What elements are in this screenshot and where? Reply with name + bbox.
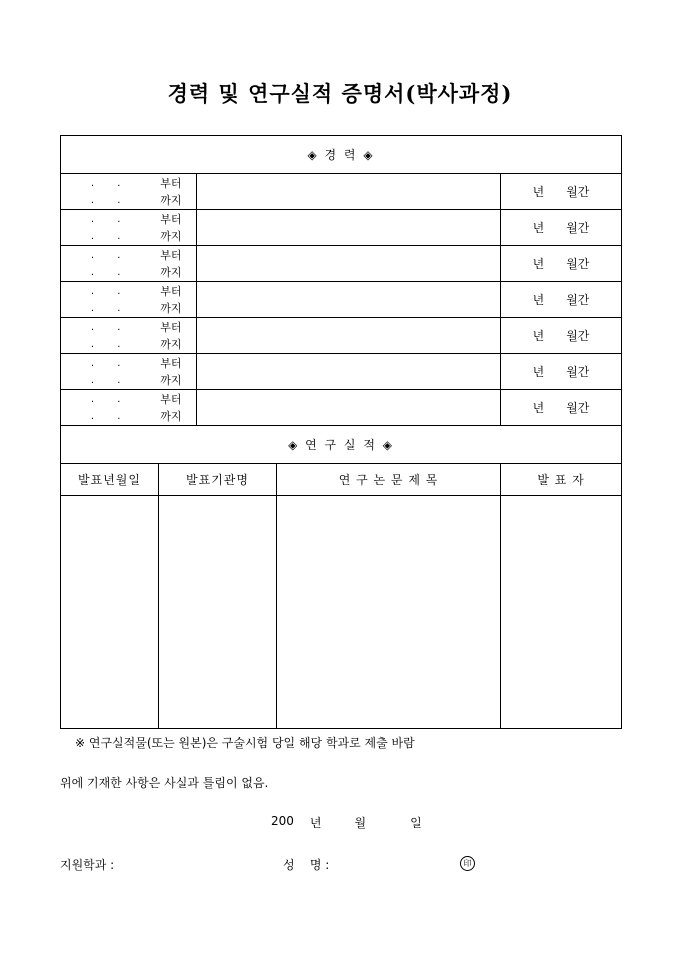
name-label: 성 명 : [283,858,330,872]
from-label: 부터 [160,285,182,298]
paper-title-field[interactable] [277,496,501,729]
duration-month-label: 월간 [566,185,590,199]
career-duration[interactable] [501,354,622,390]
career-description-field[interactable] [197,354,501,390]
career-description-field[interactable] [197,390,501,426]
career-description-field[interactable] [197,174,501,210]
from-label: 부터 [160,393,182,406]
career-description-field[interactable] [197,318,501,354]
to-date[interactable]: . . [90,374,131,386]
to-date[interactable]: . . [90,194,131,206]
from-label: 부터 [160,177,182,190]
duration-year-label: 년 [532,401,545,415]
from-date[interactable]: . . [90,357,131,369]
duration-year-label: 년 [532,257,545,271]
from-label: 부터 [160,213,182,226]
duration-month-label: 월간 [566,401,590,415]
date-day-label: 일 [410,816,422,830]
seal-mark: 印 [460,856,475,871]
col-paper-title: 연 구 논 문 제 목 [277,464,501,496]
from-label: 부터 [160,357,182,370]
duration-year-label: 년 [532,221,545,235]
career-duration[interactable] [501,390,622,426]
career-duration[interactable] [501,282,622,318]
duration-year-label: 년 [532,185,545,199]
career-description-field[interactable] [197,246,501,282]
career-rows [61,174,622,426]
career-period[interactable] [61,390,197,426]
career-period[interactable] [61,282,197,318]
to-label: 까지 [160,266,182,279]
career-period[interactable] [61,354,197,390]
career-period[interactable] [61,174,197,210]
career-duration[interactable] [501,318,622,354]
to-date[interactable]: . . [90,266,131,278]
submission-note: ※ 연구실적물(또는 원본)은 구술시험 당일 해당 학과로 제출 바람 [75,736,415,750]
to-date[interactable]: . . [90,410,131,422]
document-title: 경력 및 연구실적 증명서(박사과정) [167,81,513,106]
to-label: 까지 [160,410,182,423]
from-date[interactable]: . . [90,213,131,225]
col-publisher: 발표기관명 [159,464,277,496]
to-label: 까지 [160,374,182,387]
from-date[interactable]: . . [90,285,131,297]
publisher-field[interactable] [159,496,277,729]
from-date[interactable]: . . [90,177,131,189]
career-duration[interactable] [501,174,622,210]
to-date[interactable]: . . [90,338,131,350]
duration-month-label: 월간 [566,365,590,379]
career-period[interactable] [61,210,197,246]
duration-month-label: 월간 [566,329,590,343]
duration-month-label: 월간 [566,257,590,271]
career-period[interactable] [61,246,197,282]
duration-month-label: 월간 [566,221,590,235]
to-label: 까지 [160,230,182,243]
from-label: 부터 [160,321,182,334]
duration-year-label: 년 [532,293,545,307]
publish-date-field[interactable] [61,496,159,729]
from-date[interactable]: . . [90,393,131,405]
truth-statement: 위에 기재한 사항은 사실과 틀림이 없음. [60,776,269,790]
to-label: 까지 [160,338,182,351]
date-year: 200 [271,814,294,828]
author-field[interactable] [501,496,622,729]
to-label: 까지 [160,302,182,315]
col-author: 발 표 자 [501,464,622,496]
duration-year-label: 년 [532,329,545,343]
career-description-field[interactable] [197,282,501,318]
career-research-table [60,135,622,729]
date-month-label: 월 [354,816,367,830]
career-section-header: ◈ 경 력 ◈ [61,136,622,174]
research-section-header: ◈ 연 구 실 적 ◈ [61,426,622,464]
career-duration[interactable] [501,246,622,282]
career-duration[interactable] [501,210,622,246]
duration-year-label: 년 [532,365,545,379]
to-date[interactable]: . . [90,302,131,314]
career-period[interactable] [61,318,197,354]
to-label: 까지 [160,194,182,207]
col-publish-date: 발표년월일 [61,464,159,496]
to-date[interactable]: . . [90,230,131,242]
career-description-field[interactable] [197,210,501,246]
from-date[interactable]: . . [90,321,131,333]
date-year-label: 년 [309,816,322,830]
from-label: 부터 [160,249,182,262]
from-date[interactable]: . . [90,249,131,261]
duration-month-label: 월간 [566,293,590,307]
dept-label: 지원학과 : [60,858,115,872]
date-line [271,814,422,831]
